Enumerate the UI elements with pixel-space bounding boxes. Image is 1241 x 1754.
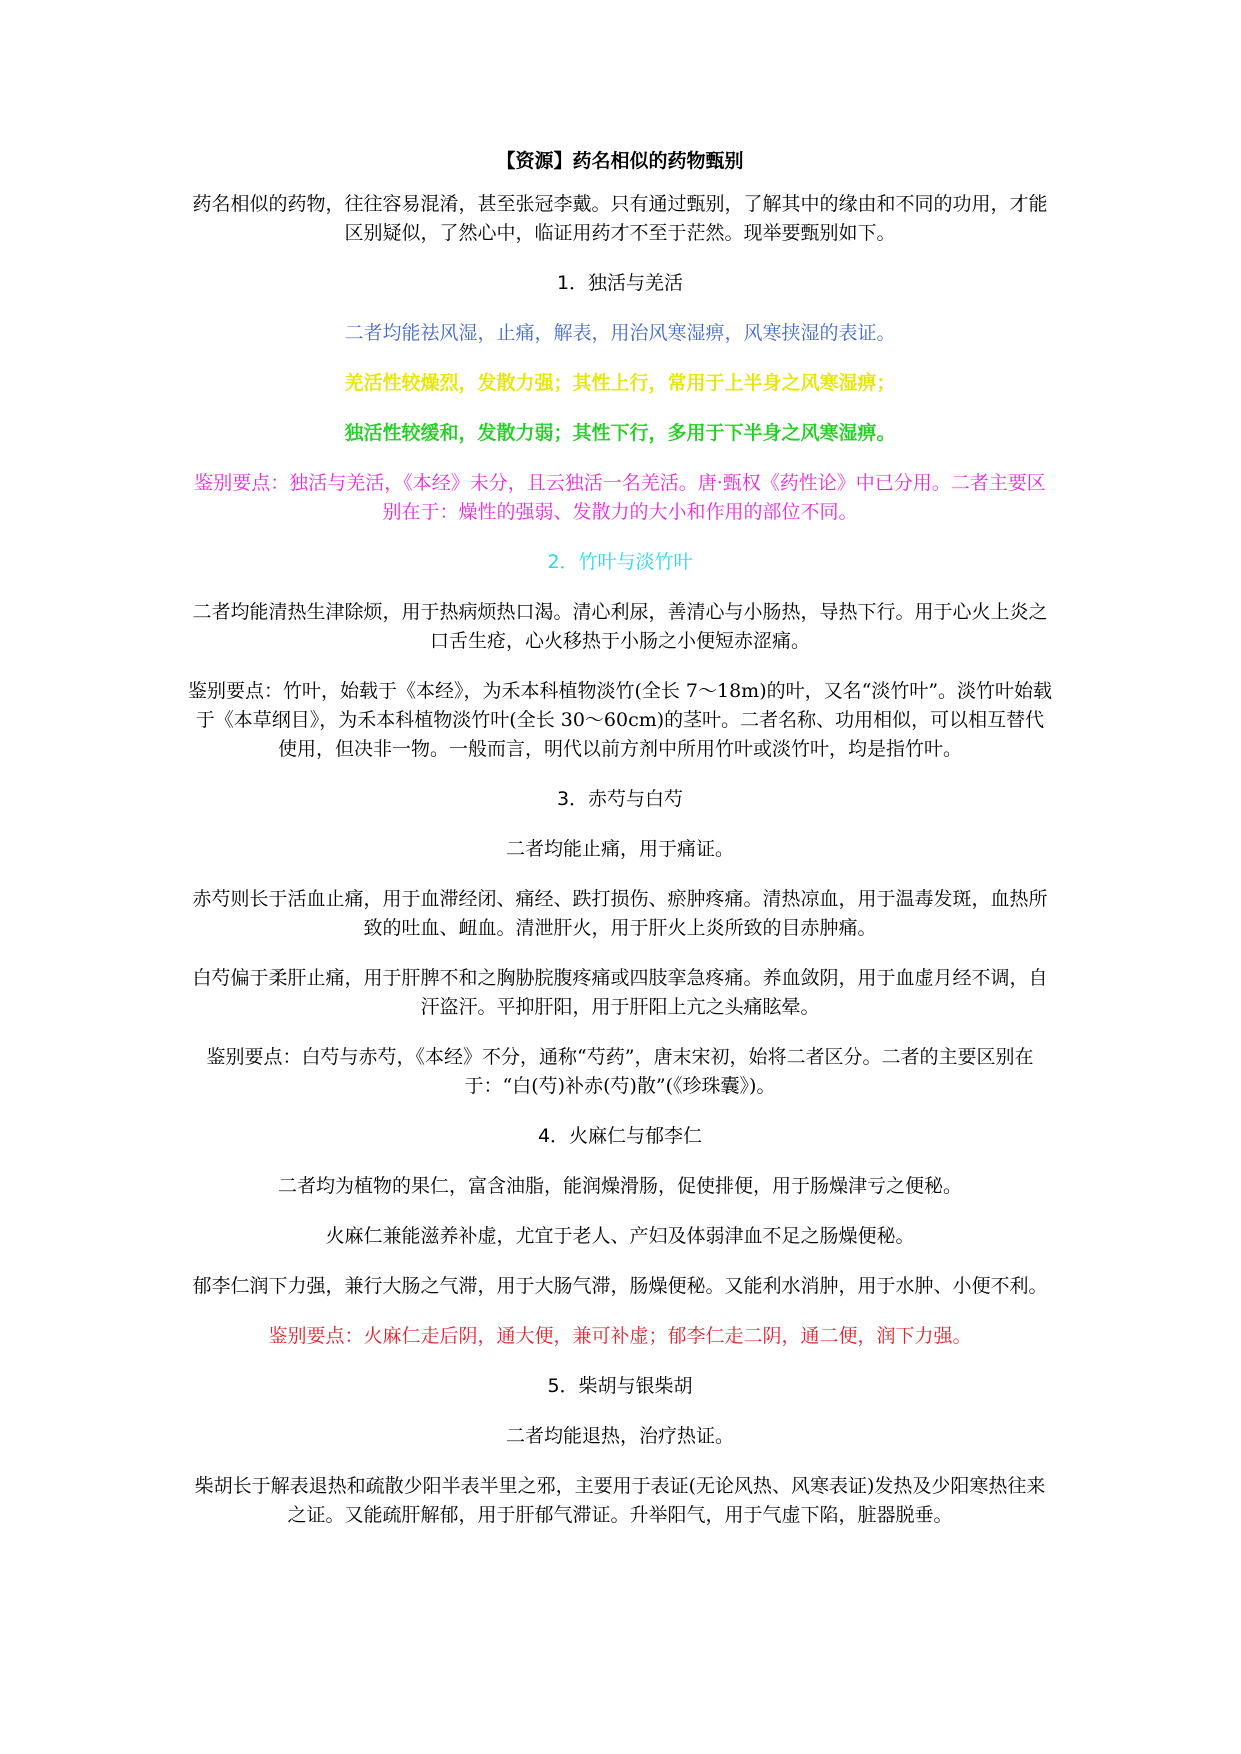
section-1-qianghuo: 羌活性较燥烈，发散力强；其性上行，常用于上半身之风寒湿痹； <box>344 372 896 394</box>
section-2-key-points: 鉴别要点：竹叶，始载于《本经》，为禾本科植物淡竹(全长 7～18m)的叶，又名“淡竹叶”。淡竹叶始载于《本草纲目》，为禾本科植物淡竹叶(全长 30～60cm)的茎叶。二者名称、功用相似，可以相互替代使用，但决非一物。一般而言，明代以前方剂中所用竹叶或淡竹叶，均是指竹叶。 <box>187 680 1053 760</box>
section-3-baishao: 白芍偏于柔肝止痛，用于肝脾不和之胸胁脘腹疼痛或四肢挛急疼痛。养血敛阴，用于血虚月经不调，自汗盗汗。平抑肝阳，用于肝阳上亢之头痛眩晕。 <box>192 967 1048 1018</box>
section-heading-1: 1．独活与羌活 <box>556 272 684 294</box>
section-3-common: 二者均能止痛，用于痛证。 <box>505 838 734 860</box>
article-body <box>187 146 1053 1551</box>
section-heading-3: 3．赤芍与白芍 <box>556 788 684 810</box>
section-heading-4: 4．火麻仁与郁李仁 <box>537 1125 703 1147</box>
section-4-yuliren: 郁李仁润下力强，兼行大肠之气滞，用于大肠气滞，肠燥便秘。又能利水消肿，用于水肿、小便不利。 <box>192 1275 1048 1297</box>
section-5-common: 二者均能退热，治疗热证。 <box>505 1425 734 1447</box>
section-heading-5: 5．柴胡与银柴胡 <box>547 1375 693 1397</box>
intro-paragraph: 药名相似的药物，往往容易混淆，甚至张冠李戴。只有通过甄别，了解其中的缘由和不同的功用，才能区别疑似，了然心中，临证用药才不至于茫然。现举要甄别如下。 <box>192 193 1048 244</box>
section-5-chaihu: 柴胡长于解表退热和疏散少阳半表半里之邪，主要用于表证(无论风热、风寒表证)发热及少阳寒热往来之证。又能疏肝解郁，用于肝郁气滞证。升举阳气，用于气虚下陷，脏器脱垂。 <box>194 1475 1046 1526</box>
section-1-common: 二者均能祛风湿，止痛，解表，用治风寒湿痹，风寒挟湿的表证。 <box>344 322 896 344</box>
section-4-common: 二者均为植物的果仁，富含油脂，能润燥滑肠，促使排便，用于肠燥津亏之便秘。 <box>277 1175 962 1197</box>
section-heading-2: 2．竹叶与淡竹叶 <box>547 551 693 573</box>
section-4-key-points: 鉴别要点：火麻仁走后阴，通大便，兼可补虚；郁李仁走二阴，通二便，润下力强。 <box>268 1325 972 1347</box>
section-2-common: 二者均能清热生津除烦，用于热病烦热口渴。清心利尿，善清心与小肠热，导热下行。用于心火上炎之口舌生疮，心火移热于小肠之小便短赤涩痛。 <box>192 601 1048 652</box>
page-title: 【资源】药名相似的药物甄别 <box>496 150 744 172</box>
section-1-duhuo: 独活性较缓和，发散力弱；其性下行，多用于下半身之风寒湿痹。 <box>344 422 896 444</box>
section-1-key-points: 鉴别要点：独活与羌活，《本经》未分，且云独活一名羌活。唐·甄权《药性论》中已分用。二者主要区别在于：燥性的强弱、发散力的大小和作用的部位不同。 <box>194 472 1046 523</box>
section-3-key-points: 鉴别要点：白芍与赤芍，《本经》不分，通称“芍药”，唐末宋初，始将二者区分。二者的主要区别在于：“白(芍)补赤(芍)散”(《珍珠囊》)。 <box>206 1046 1034 1097</box>
section-3-chishao: 赤芍则长于活血止痛，用于血滞经闭、痛经、跌打损伤、瘀肿疼痛。清热凉血，用于温毒发斑，血热所致的吐血、衄血。清泄肝火，用于肝火上炎所致的目赤肿痛。 <box>192 888 1048 939</box>
section-4-huomaren: 火麻仁兼能滋养补虚，尤宜于老人、产妇及体弱津血不足之肠燥便秘。 <box>325 1225 915 1247</box>
